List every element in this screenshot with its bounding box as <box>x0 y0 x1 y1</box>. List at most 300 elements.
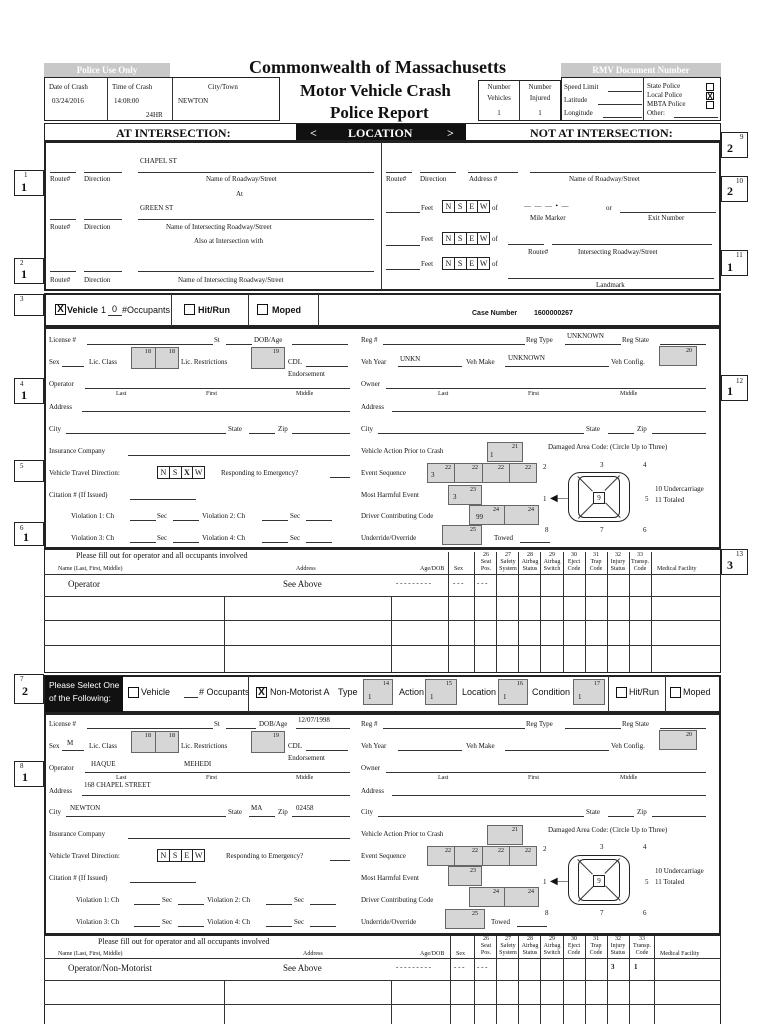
unit1-sec-label-4: Sec <box>290 534 301 542</box>
unit1-damage-5[interactable]: 5 <box>645 495 649 503</box>
unit1-event-1-value[interactable]: 3 <box>431 471 435 479</box>
unit1-reg-type-value[interactable]: UNKNOWN <box>567 332 604 340</box>
unit1-underride-box[interactable] <box>442 525 482 545</box>
unit2-reg-type-label: Reg Type <box>526 720 553 728</box>
unit1-most-harmful-value[interactable]: 3 <box>453 493 457 501</box>
direction-selector-3[interactable]: N S E W <box>442 257 490 270</box>
unit1-sec-label-3: Sec <box>157 534 168 542</box>
location-heading: LOCATION <box>348 126 413 140</box>
margin-8-label: 8 <box>20 762 24 770</box>
margin-11-box <box>721 250 748 276</box>
margin-10-value[interactable]: 2 <box>727 184 733 198</box>
unit2-undercarriage[interactable]: 10 Undercarriage <box>655 867 704 875</box>
unit2-location-box[interactable] <box>498 679 528 705</box>
unit1-veh-config-label: Veh Config. <box>611 358 645 366</box>
unit2-vehicle-checkbox[interactable] <box>128 687 139 698</box>
unit1-owner-last-label: Last <box>438 391 449 397</box>
unit2-dob-value[interactable]: 12/07/1998 <box>298 716 330 724</box>
unit1-occ-name-header: Name (Last, First, Middle) <box>58 566 123 572</box>
unit2-owner-address-label: Address <box>361 787 384 795</box>
direction-selector-1[interactable]: N S E W <box>442 200 490 213</box>
unit2-owner-first-label: First <box>528 775 540 781</box>
unit2-action-value[interactable]: 1 <box>430 693 434 701</box>
injured-label-2: Injured <box>529 94 551 102</box>
unit2-please-select: Please Select One <box>49 680 120 690</box>
unit2-emergency-label: Responding to Emergency? <box>226 852 304 860</box>
unit1-occ-dob-header: Age/DOB <box>420 566 445 572</box>
unit2-reg-label: Reg # <box>361 720 378 728</box>
title-commonwealth: Commonwealth of Massachusetts <box>249 57 506 77</box>
unit1-state-label: State <box>228 425 242 433</box>
unit1-sec-label-2: Sec <box>290 512 301 520</box>
vehicles-label-1: Number <box>487 83 511 91</box>
unit2-damaged-area-label: Damaged Area Code: (Circle Up to Three) <box>548 826 668 834</box>
unit2-license-label: License # <box>49 720 77 728</box>
unit2-violation3-label: Violation 3: Ch <box>76 918 120 926</box>
unit2-location-value[interactable]: 1 <box>503 693 507 701</box>
unit2-damage-1[interactable]: 1 <box>543 878 547 886</box>
unit1-damage-4[interactable]: 4 <box>643 461 647 469</box>
unit2-underride-box[interactable] <box>445 909 485 929</box>
unit2-violation1-label: Violation 1: Ch <box>76 896 120 904</box>
unit2-veh-make-label: Veh Make <box>466 742 495 750</box>
unit2-vap-label: Vehicle Action Prior to Crash <box>361 830 444 838</box>
unit2-occ-medical-header: Medical Facility <box>660 951 700 957</box>
margin-12-label: 12 <box>736 377 743 385</box>
margin-13-label: 13 <box>736 550 743 558</box>
unit1-driver-contrib-value[interactable]: 99 <box>476 513 483 521</box>
unit2-occ-address-header: Address <box>303 951 323 957</box>
margin-12-box <box>721 375 748 401</box>
unit1-sec-label-1: Sec <box>157 512 168 520</box>
state-police-label: State Police <box>647 82 681 90</box>
unit1-owner-state-label: State <box>586 425 600 433</box>
unit2-occ-row1-name[interactable]: Operator/Non-Motorist <box>68 963 152 973</box>
mile-marker-label: Mile Marker <box>530 214 566 222</box>
city-label: City/Town <box>208 83 238 91</box>
unit2-type-value[interactable]: 1 <box>368 693 372 701</box>
title-police-report: Police Report <box>330 103 429 122</box>
unit2-occupants-title: Please fill out for operator and all occupants involved <box>98 937 270 946</box>
margin-11-value[interactable]: 1 <box>727 260 733 274</box>
unit1-underride-label: Underride/Override <box>361 534 417 542</box>
unit2-occupants-label: # Occupants <box>199 687 250 697</box>
unit1-operator-middle-label: Middle <box>296 391 314 397</box>
unit1-operator-last-label: Last <box>116 391 127 397</box>
unit2-damage-8[interactable]: 8 <box>545 909 549 917</box>
injured-label-1: Number <box>528 83 552 91</box>
unit2-type-label: Type <box>338 687 358 697</box>
margin-2-label: 2 <box>20 259 24 267</box>
unit2-owner-zip-label: Zip <box>637 808 647 816</box>
unit1-travel-dir-selector[interactable]: N S X W <box>157 466 205 479</box>
unit1-city-label: City <box>49 425 62 433</box>
unit2-zip-label: Zip <box>278 808 288 816</box>
unit1-occ-row1-sex[interactable]: - - - <box>453 579 464 587</box>
at-label: At <box>236 190 243 198</box>
unit2-city-value[interactable]: NEWTON <box>70 804 101 812</box>
route-label-2: Route# <box>50 223 71 231</box>
latitude-label: Latitude <box>564 96 588 104</box>
direction-label-2: Direction <box>84 223 111 231</box>
other-police-label: Other: <box>647 109 665 117</box>
unit2-operator-middle-label: Middle <box>296 775 314 781</box>
direction-label-3: Direction <box>84 276 111 284</box>
margin-13-value[interactable]: 3 <box>727 558 733 572</box>
at-intersection-heading: AT INTERSECTION: <box>116 126 231 140</box>
margin-4-box <box>14 378 44 404</box>
unit2-location-label: Location <box>462 687 497 697</box>
margin-11-label: 11 <box>736 251 743 259</box>
unit1-driver-contrib-label: Driver Contributing Code <box>361 512 434 520</box>
unit2-event-seq-label: Event Sequence <box>361 852 406 860</box>
unit2-moped-checkbox[interactable] <box>670 687 681 698</box>
local-police-label: Local Police <box>647 91 683 99</box>
intersecting-label-2: Name of Intersecting Roadway/Street <box>178 276 284 284</box>
longitude-label: Longitude <box>564 109 593 117</box>
unit1-endorsement-label: Endorsement <box>288 370 325 378</box>
unit2-damage-5[interactable]: 5 <box>645 878 649 886</box>
unit2-of-following: of the Following: <box>49 693 111 703</box>
unit2-lic-restrictions-label: Lic. Restrictions <box>181 742 228 750</box>
unit2-owner-last-label: Last <box>438 775 449 781</box>
unit1-veh-make-label: Veh Make <box>466 358 495 366</box>
unit1-vap-label: Vehicle Action Prior to Crash <box>361 447 444 455</box>
unit2-address-label: Address <box>49 787 72 795</box>
unit2-operator-last-label: Last <box>116 775 127 781</box>
unit1-towed-label: Towed <box>494 534 513 542</box>
unit2-damage-3[interactable]: 3 <box>600 843 604 851</box>
unit2-nonmotorist-checkbox[interactable]: X <box>256 687 267 698</box>
unit1-occ-address-header: Address <box>296 566 316 572</box>
unit1-operator-label: Operator <box>49 380 74 388</box>
unit1-violation4-label: Violation 4: Ch <box>202 534 246 542</box>
unit1-owner-city-label: City <box>361 425 374 433</box>
unit2-most-harmful-box[interactable] <box>448 866 482 886</box>
unit2-sec-label-3: Sec <box>162 918 173 926</box>
margin-1-box <box>14 170 44 196</box>
mbta-police-checkbox[interactable] <box>706 101 714 109</box>
unit1-owner-middle-label: Middle <box>620 391 638 397</box>
margin-5-label: 5 <box>20 462 24 470</box>
unit1-occupants-title: Please fill out for operator and all occupants involved <box>76 551 248 560</box>
margin-7-box <box>14 674 44 704</box>
unit2-city-label: City <box>49 808 62 816</box>
unit1-owner-first-label: First <box>528 391 540 397</box>
unit1-moped-checkbox[interactable] <box>257 304 268 315</box>
unit1-sex-label: Sex <box>49 358 60 366</box>
unit1-violation1-label: Violation 1: Ch <box>71 512 115 520</box>
unit2-totaled[interactable]: 11 Totaled <box>655 878 685 886</box>
route-label-3: Route# <box>50 276 71 284</box>
of-label-1: of <box>492 204 498 212</box>
landmark-label: Landmark <box>596 281 625 289</box>
roadway-label-2: Name of Roadway/Street <box>569 175 640 183</box>
unit2-occ-row1-transport[interactable]: 1 <box>634 963 638 971</box>
unit1-undercarriage[interactable]: 10 Undercarriage <box>655 485 704 493</box>
unit2-underride-label: Underride/Override <box>361 918 417 926</box>
unit1-reg-label: Reg # <box>361 336 378 344</box>
margin-4-value[interactable]: 1 <box>21 388 27 402</box>
margin-3-label: 3 <box>20 295 24 303</box>
mbta-police-label: MBTA Police <box>647 100 686 108</box>
feet-label-1: Feet <box>421 204 434 212</box>
unit1-occ-row1-address[interactable]: See Above <box>283 579 322 589</box>
unit1-zip-label: Zip <box>278 425 288 433</box>
unit2-operator-first-label: First <box>206 775 218 781</box>
speed-limit-label: Speed Limit <box>564 83 599 91</box>
unit2-operator-label: Operator <box>49 764 74 772</box>
margin-12-value[interactable]: 1 <box>727 384 733 398</box>
unit1-moped-label: Moped <box>272 305 301 315</box>
unit2-violation4-label: Violation 4: Ch <box>207 918 251 926</box>
unit1-veh-year-label: Veh Year <box>361 358 387 366</box>
unit1-occupants-label: #Occupants <box>122 305 171 315</box>
state-police-checkbox[interactable] <box>706 83 714 91</box>
unit1-violation3-label: Violation 3: Ch <box>71 534 115 542</box>
margin-8-box <box>14 761 44 787</box>
police-use-only-banner: Police Use Only <box>44 63 170 77</box>
unit1-damage-1[interactable]: 1 <box>543 495 547 503</box>
unit1-owner-address-label: Address <box>361 403 384 411</box>
unit1-dob-label: DOB/Age <box>254 336 283 344</box>
margin-2-value[interactable]: 1 <box>21 267 27 281</box>
unit1-occ-medical-header: Medical Facility <box>657 566 697 572</box>
unit1-damage-diagram[interactable]: 9 ◀— <box>543 460 663 534</box>
not-at-intersection-heading: NOT AT INTERSECTION: <box>530 126 673 140</box>
roadway-label-1: Name of Roadway/Street <box>206 175 277 183</box>
time-format: 24HR <box>146 111 163 119</box>
unit1-cdl-label: CDL <box>288 358 302 366</box>
title-crash: Motor Vehicle Crash <box>300 81 451 100</box>
unit1-lic-class-label: Lic. Class <box>89 358 117 366</box>
unit2-damage-4[interactable]: 4 <box>643 843 647 851</box>
case-number-value[interactable]: 1600000267 <box>534 310 573 317</box>
unit1-veh-make-value[interactable]: UNKNOWN <box>508 354 545 362</box>
unit2-nonmotorist-label: Non-Motorist A <box>270 687 330 697</box>
road-name-2[interactable]: GREEN ST <box>140 204 174 212</box>
unit1-occ-row1-name[interactable]: Operator <box>68 579 100 589</box>
or-label: or <box>606 204 612 212</box>
unit2-occ-name-header: Name (Last, First, Middle) <box>58 951 123 957</box>
margin-10-box <box>721 176 748 202</box>
unit2-operator-last-value[interactable]: HAQUE <box>91 760 116 768</box>
unit2-towed-label: Towed <box>491 918 510 926</box>
unit2-zip-value[interactable]: 02458 <box>296 804 314 812</box>
margin-7-label: 7 <box>20 675 24 683</box>
unit2-owner-city-label: City <box>361 808 374 816</box>
unit1-vehicle-number[interactable]: 1 <box>101 305 107 315</box>
unit1-damage-3[interactable]: 3 <box>600 461 604 469</box>
injured-value[interactable]: 1 <box>538 109 542 117</box>
unit2-condition-box[interactable] <box>573 679 605 705</box>
unit2-damage-6[interactable]: 6 <box>643 909 647 917</box>
unit2-owner-label: Owner <box>361 764 381 772</box>
margin-6-value[interactable]: 1 <box>23 530 29 544</box>
unit2-sec-label-1: Sec <box>162 896 173 904</box>
date-value[interactable]: 03/24/2016 <box>52 97 84 105</box>
vehicles-value[interactable]: 1 <box>497 109 501 117</box>
margin-6-box <box>14 522 44 546</box>
unit2-operator-first-value[interactable]: MEHEDI <box>184 760 212 768</box>
unit2-moped-label: Moped <box>683 687 711 697</box>
unit1-emergency-label: Responding to Emergency? <box>221 469 299 477</box>
local-police-checkbox[interactable]: X <box>707 92 713 101</box>
unit1-occ-row1-dob[interactable]: - - - - - - - - - <box>396 579 431 587</box>
unit2-citation-label: Citation # (If Issued) <box>49 874 108 882</box>
unit2-occ-row1-address[interactable]: See Above <box>283 963 322 973</box>
margin-6-label: 6 <box>20 524 24 532</box>
unit2-state-label: State <box>228 808 242 816</box>
margin-5-box <box>14 460 44 482</box>
route-label-5: Route# <box>528 248 549 256</box>
unit1-damage-6[interactable]: 6 <box>643 526 647 534</box>
unit2-state-value[interactable]: MA <box>251 804 263 812</box>
also-at-label: Also at Intersection with <box>194 237 264 245</box>
unit2-condition-label: Condition <box>532 687 571 697</box>
feet-label-3: Feet <box>421 260 434 268</box>
unit2-owner-state-label: State <box>586 808 600 816</box>
unit2-occ-row1-sex[interactable]: - - - <box>454 963 465 971</box>
unit2-endorsement-label: Endorsement <box>288 754 325 762</box>
location-prev-arrow[interactable]: < <box>310 126 317 140</box>
unit2-travel-dir-label: Vehicle Travel Direction: <box>49 852 120 860</box>
unit2-insurance-label: Insurance Company <box>49 830 106 838</box>
unit1-license-label: License # <box>49 336 77 344</box>
unit2-action-label: Action <box>399 687 425 697</box>
unit1-violation2-label: Violation 2: Ch <box>202 512 246 520</box>
margin-9-label: 9 <box>740 133 744 141</box>
unit1-insurance-label: Insurance Company <box>49 447 106 455</box>
margin-4-label: 4 <box>20 380 24 388</box>
of-label-2: of <box>492 235 498 243</box>
unit2-damage-7[interactable]: 7 <box>600 909 604 917</box>
direction-label-4: Direction <box>420 175 447 183</box>
unit1-st-label: St <box>214 336 220 344</box>
route-label-4: Route# <box>386 175 407 183</box>
unit1-hitrun-label: Hit/Run <box>198 305 230 315</box>
unit1-owner-zip-label: Zip <box>637 425 647 433</box>
unit1-damage-7[interactable]: 7 <box>600 526 604 534</box>
time-label: Time of Crash <box>112 83 153 91</box>
unit2-veh-config-label: Veh Config. <box>611 742 645 750</box>
margin-9-value[interactable]: 2 <box>727 141 733 155</box>
route-label-1: Route# <box>50 175 71 183</box>
unit2-reg-state-label: Reg State <box>622 720 650 728</box>
unit2-address-value[interactable]: 168 CHAPEL STREET <box>84 781 151 789</box>
unit1-restrictions-box[interactable] <box>251 347 285 369</box>
unit1-hitrun-checkbox[interactable] <box>184 304 195 315</box>
margin-3-box <box>14 294 44 316</box>
unit2-occ-sex-header: Sex <box>456 951 465 957</box>
unit2-hitrun-label: Hit/Run <box>629 687 660 697</box>
unit1-citation-label: Citation # (If Issued) <box>49 491 108 499</box>
unit2-most-harmful-label: Most Harmful Event <box>361 874 419 882</box>
unit1-occ-row1-seat[interactable]: - - - <box>477 579 488 587</box>
unit1-operator-first-label: First <box>206 391 218 397</box>
margin-1-value[interactable]: 1 <box>21 180 27 194</box>
location-next-arrow[interactable]: > <box>447 126 454 140</box>
direction-selector-2[interactable]: N S E W <box>442 232 490 245</box>
unit2-st-label: St <box>214 720 220 728</box>
unit1-damaged-area-label: Damaged Area Code: (Circle Up to Three) <box>548 443 668 451</box>
unit2-occ-dob-header: Age/DOB <box>420 951 445 957</box>
margin-2-box <box>14 258 44 284</box>
unit2-sec-label-2: Sec <box>294 896 305 904</box>
unit2-occ-row1-dob[interactable]: - - - - - - - - - <box>396 963 431 971</box>
unit2-restrictions-box[interactable] <box>251 731 285 753</box>
unit1-vehicle-label: Vehicle <box>67 305 99 315</box>
case-number-label: Case Number <box>472 310 518 317</box>
unit2-damage-diagram[interactable]: 9 ◀— <box>543 843 663 917</box>
unit1-totaled[interactable]: 11 Totaled <box>655 496 685 504</box>
unit1-travel-dir-label: Vehicle Travel Direction: <box>49 469 120 477</box>
time-value[interactable]: 14:08:00 <box>114 97 139 105</box>
intersecting-label-1: Name of Intersecting Roadway/Street <box>166 223 272 231</box>
unit2-condition-value[interactable]: 1 <box>578 693 582 701</box>
unit1-veh-year-value[interactable]: UNKN <box>400 355 421 363</box>
exit-number-label: Exit Number <box>648 214 685 222</box>
unit2-hitrun-checkbox[interactable] <box>616 687 627 698</box>
margin-8-value[interactable]: 1 <box>22 770 28 784</box>
unit1-occupants-value[interactable]: 0 <box>112 304 118 314</box>
unit1-occ-sex-header: Sex <box>454 566 463 572</box>
feet-label-2: Feet <box>421 235 434 243</box>
rmv-document-number-banner: RMV Document Number <box>561 63 721 77</box>
unit2-occ-row1-seat[interactable]: - - - <box>477 963 488 971</box>
unit2-lic-class-label: Lic. Class <box>89 742 117 750</box>
unit1-address-label: Address <box>49 403 72 411</box>
unit2-travel-dir-selector[interactable]: N S E W <box>157 849 205 862</box>
unit1-owner-label: Owner <box>361 380 381 388</box>
intersecting-label-3: Intersecting Roadway/Street <box>578 248 658 256</box>
vehicles-label-2: Vehicles <box>487 94 511 102</box>
date-label: Date of Crash <box>49 83 88 91</box>
unit2-dob-label: DOB/Age <box>259 720 288 728</box>
unit2-occ-row1-injury[interactable]: 3 <box>611 963 615 971</box>
address-number-label: Address # <box>469 175 498 183</box>
margin-9-box <box>721 132 748 158</box>
unit2-vehicle-label: Vehicle <box>141 687 171 697</box>
unit1-damage-8[interactable]: 8 <box>545 526 549 534</box>
city-value[interactable]: NEWTON <box>178 97 209 105</box>
unit2-violation2-label: Violation 2: Ch <box>207 896 251 904</box>
direction-label-1: Direction <box>84 175 111 183</box>
road-name-1[interactable]: CHAPEL ST <box>140 157 177 165</box>
unit1-most-harmful-label: Most Harmful Event <box>361 491 419 499</box>
unit2-sec-label-4: Sec <box>294 918 305 926</box>
unit1-vap-value[interactable]: 1 <box>490 451 494 459</box>
unit1-lic-restrictions-label: Lic. Restrictions <box>181 358 228 366</box>
unit1-reg-type-label: Reg Type <box>526 336 553 344</box>
unit1-event-seq-label: Event Sequence <box>361 469 406 477</box>
unit2-action-box[interactable] <box>425 679 457 705</box>
unit2-driver-contrib-label: Driver Contributing Code <box>361 896 434 904</box>
of-label-3: of <box>492 260 498 268</box>
unit2-damage-2[interactable]: 2 <box>543 845 547 853</box>
margin-10-label: 10 <box>736 177 743 185</box>
unit2-sex-value[interactable]: M <box>67 739 74 747</box>
margin-7-value[interactable]: 2 <box>22 684 28 698</box>
unit1-vehicle-checkbox[interactable]: X <box>55 304 66 315</box>
unit1-damage-2[interactable]: 2 <box>543 463 547 471</box>
unit2-veh-year-label: Veh Year <box>361 742 387 750</box>
unit2-cdl-label: CDL <box>288 742 302 750</box>
margin-13-box <box>721 549 748 575</box>
margin-1-label: 1 <box>24 171 28 179</box>
unit2-sex-label: Sex <box>49 742 60 750</box>
unit2-owner-middle-label: Middle <box>620 775 638 781</box>
